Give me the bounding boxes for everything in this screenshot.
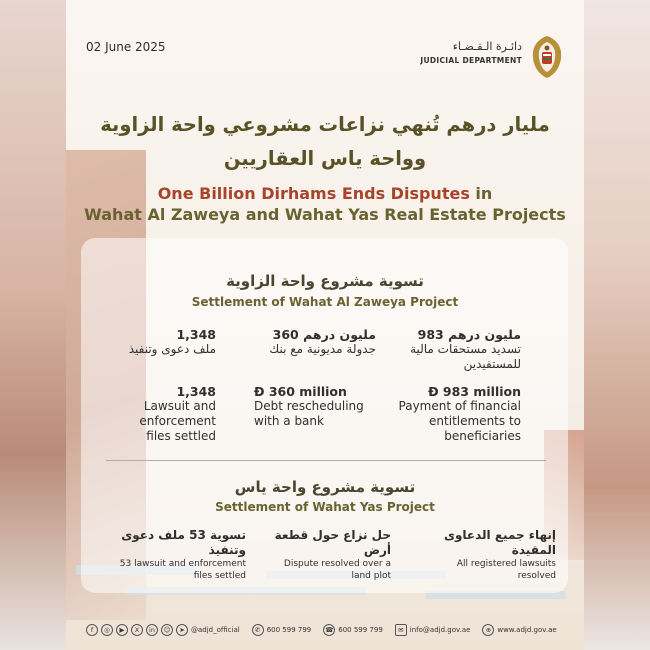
zaweya-value-ar: 983 مليون درهم [417,327,521,342]
facebook-icon[interactable]: f [86,624,98,636]
whatsapp-icon: ✆ [252,624,264,636]
yas-item-ar: إنهاء جميع الدعاوى المقيدة [443,528,556,557]
title-arabic-line1: مليار درهم تُنهي نزاعات مشروعي واحة الزاوية [100,113,550,136]
yas-item-en: Dispute resolved over a land plot [283,559,391,581]
zaweya-item-english [391,384,521,444]
zaweya-heading-english: Settlement of Wahat Al Zaweya Project [191,295,459,309]
logo-text [420,40,522,65]
logo-english: JUDICIAL DEPARTMENT [420,56,522,65]
zaweya-desc-en: Payment of financial entitlements to beneficiaries [398,399,521,443]
instagram-icon[interactable]: ◎ [101,624,113,636]
globe-icon: ⊕ [482,624,494,636]
title-english-in: in [469,184,493,203]
logo-arabic: دائـرة الـقـضـاء [452,40,522,53]
section-divider [106,460,546,461]
zaweya-heading-arabic: تسوية مشروع واحة الزاوية [226,272,424,290]
infographic-card [66,0,584,650]
yas-item [406,528,556,582]
title-english-line1 [66,183,584,205]
zaweya-item-english [254,384,374,429]
social-handle[interactable]: @adjd_official [191,626,240,634]
yas-item-ar: حل نزاع حول قطعة أرض [274,528,391,557]
phone-icon: ☎ [325,626,334,634]
x-icon[interactable]: X [131,624,143,636]
snapchat-icon[interactable]: ☺ [161,624,173,636]
email-icon: ✉ [395,624,407,636]
whatsapp-number[interactable]: 600 599 799 [266,626,312,634]
zaweya-item-arabic [396,327,521,372]
date: 02 June 2025 [86,40,166,54]
email-address[interactable]: info@adjd.gov.ae [409,626,471,634]
title-english-accent: One Billion Dirhams Ends Disputes [157,184,470,203]
title-english-line2: Wahat Al Zaweya and Wahat Yas Real Estate Projects [84,205,566,224]
background-left [0,0,66,650]
yas-item [256,528,391,582]
falcon-emblem-icon [528,34,566,80]
zaweya-item-arabic [106,327,216,357]
zaweya-value-en: Ð 360 million [254,384,347,399]
zaweya-value-ar: 1,348 [176,327,216,342]
zaweya-desc-ar: ملف دعوى وتنفيذ [128,342,216,356]
zaweya-item-english [131,384,216,444]
linkedin-icon[interactable]: in [146,624,158,636]
yas-heading-english: Settlement of Wahat Yas Project [215,500,435,514]
yas-item-ar: تسوية 53 ملف دعوى وتنفيذ [121,528,246,557]
footer [86,622,566,638]
background-right [584,0,650,650]
yas-item [86,528,246,582]
zaweya-desc-en: Lawsuit and enforcement files settled [139,399,216,443]
zaweya-item-arabic [236,327,376,357]
zaweya-value-en: 1,348 [176,384,216,399]
yas-item-en: 53 lawsuit and enforcement files settled [119,559,246,581]
yas-heading-arabic: تسوية مشروع واحة ياس [234,478,416,496]
zaweya-desc-ar: تسديد مستحقات مالية للمستفيدين [410,342,521,371]
telegram-icon[interactable]: ➤ [176,624,188,636]
zaweya-desc-ar: جدولة مديونية مع بنك [269,342,376,356]
yas-item-en: All registered lawsuits resolved [456,559,556,581]
zaweya-desc-en: Debt rescheduling with a bank [254,399,364,428]
title-arabic-line2: وواحة ياس العقاريين [223,147,427,170]
zaweya-value-ar: 360 مليون درهم [272,327,376,342]
zaweya-value-en: Ð 983 million [428,384,521,399]
website[interactable]: www.adjd.gov.ae [497,626,557,634]
youtube-icon[interactable]: ▶ [116,624,128,636]
phone-number[interactable]: 600 599 799 [338,626,383,634]
